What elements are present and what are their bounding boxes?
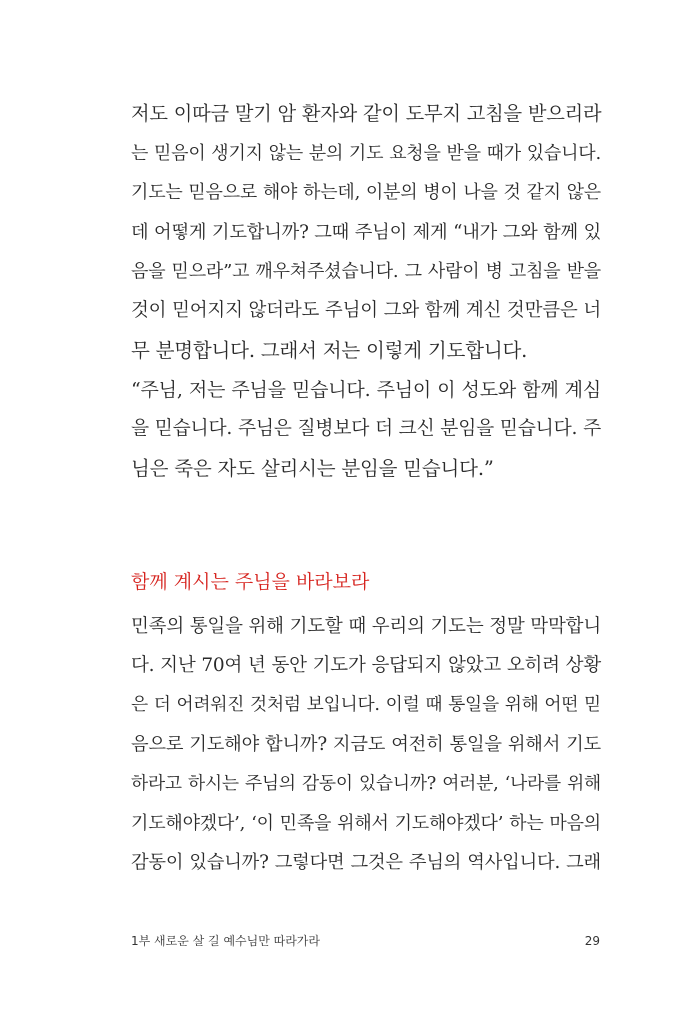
text-line: 다. 지난 70여 년 동안 기도가 응답되지 않았고 오히려 상황 — [131, 655, 601, 676]
page-number: 29 — [584, 934, 600, 948]
text-line: 데 어떻게 기도합니까? 그때 주님이 제게 “내가 그와 함께 있 — [131, 222, 602, 243]
text-line: 저도 이따금 말기 암 환자와 같이 도무지 고침을 받으리라 — [131, 102, 602, 125]
text-line: 기도해야겠다’, ‘이 민족을 위해서 기도해야겠다’ 하는 마음의 — [131, 813, 601, 834]
running-footer-title: 1부 새로운 살 길 예수님만 따라가라 — [131, 934, 320, 948]
text-line: 음으로 기도해야 합니까? 지금도 여전히 통일을 위해서 기도 — [131, 734, 601, 755]
text-line: 음을 믿으라”고 깨우쳐주셨습니다. 그 사람이 병 고침을 받을 — [131, 261, 601, 282]
text-line: 님은 죽은 자도 살리시는 분임을 믿습니다.” — [131, 457, 494, 480]
text-line: 는 믿음이 생기지 않는 분의 기도 요청을 받을 때가 있습니다. — [131, 143, 601, 164]
text-line: 감동이 있습니까? 그렇다면 그것은 주님의 역사입니다. 그래 — [131, 852, 601, 873]
text-line: 무 분명합니다. 그래서 저는 이렇게 기도합니다. — [131, 339, 528, 362]
section-heading: 함께 계시는 주님을 바라보라 — [131, 571, 370, 593]
text-line: “주님, 저는 주님을 믿습니다. 주님이 이 성도와 함께 계심 — [131, 379, 601, 401]
text-line: 민족의 통일을 위해 기도할 때 우리의 기도는 정말 막막합니 — [131, 616, 601, 637]
text-line: 을 믿습니다. 주님은 질병보다 더 크신 분임을 믿습니다. 주 — [131, 418, 601, 439]
text-line: 것이 믿어지지 않더라도 주님이 그와 함께 계신 것만큼은 너 — [131, 300, 601, 321]
text-line: 기도는 믿음으로 해야 하는데, 이분의 병이 나을 것 같지 않은 — [131, 182, 601, 203]
text-line: 은 더 어려워진 것처럼 보입니다. 이럴 때 통일을 위해 어떤 믿 — [131, 695, 601, 715]
text-line: 하라고 하시는 주님의 감동이 있습니까? 여러분, ‘나라를 위해 — [131, 774, 601, 794]
